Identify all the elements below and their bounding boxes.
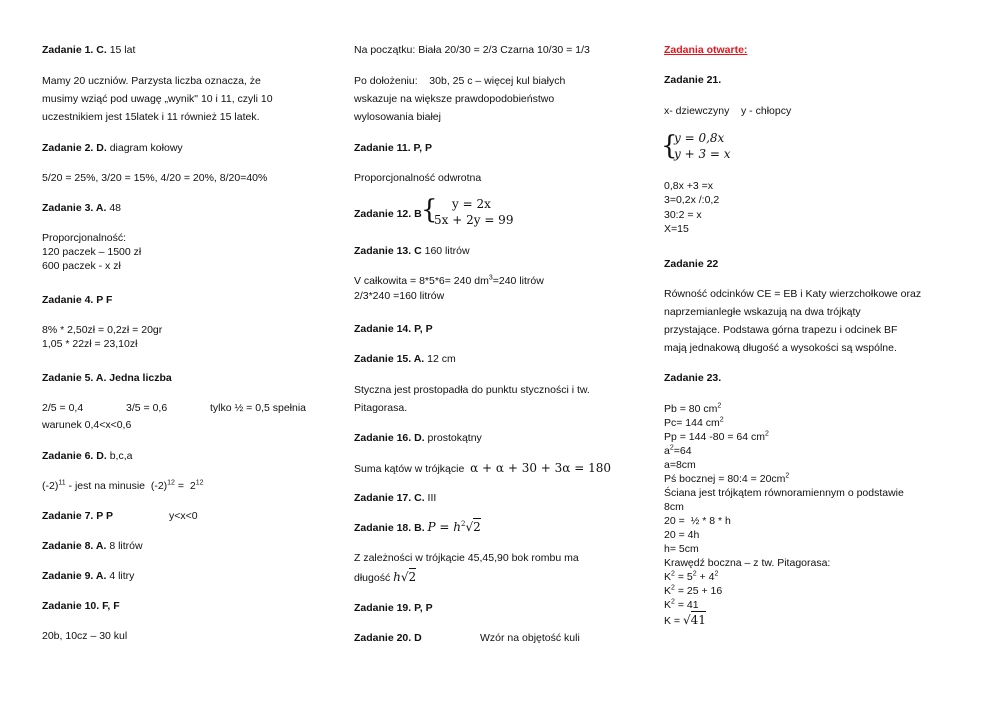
task-1-answer: 15 lat — [109, 44, 136, 56]
task-12-eq-1: y = 2x — [452, 197, 491, 211]
task-18-text: Z zależności w trójkącie 45,45,90 bok rombu ma — [354, 552, 579, 564]
task-18 — [354, 520, 481, 535]
task-23-line: a=8cm — [664, 459, 696, 471]
task-18-text: długość h√2 — [354, 570, 417, 584]
task-22-text: naprzemianległe wskazują na dwa trójkąty — [664, 306, 861, 318]
task-10-after-text: Po dołożeniu: 30b, 25 c – więcej kul białych — [354, 75, 566, 87]
task-5-text-c: tylko ½ = 0,5 spełnia — [210, 402, 307, 414]
task-17-answer: III — [427, 492, 437, 504]
task-1-text: uczestnikiem jest 15latek i 11 również 15 latek. — [42, 111, 260, 123]
task-23-line: K = √41 — [664, 613, 706, 627]
task-21-label: Zadanie 21. — [664, 74, 722, 86]
task-22-label: Zadanie 22 — [664, 258, 719, 270]
task-5-text: warunek 0,4<x<0,6 — [42, 419, 132, 431]
task-4-text: 1,05 * 22zł = 23,10zł — [42, 338, 138, 350]
task-1 — [42, 43, 135, 57]
task-6 — [42, 449, 132, 463]
task-1-label: Zadanie 1. C. — [42, 44, 107, 56]
task-13-text: V całkowita = 8*5*6= 240 $dm^3=240$ litrów — [354, 274, 544, 287]
task-23-line: 8cm — [664, 501, 684, 513]
task-8-answer: 8 litrów — [109, 540, 143, 552]
task-3-text: 120 paczek – 1500 zł — [42, 246, 142, 258]
task-23-line: $a^2=64$ — [664, 444, 692, 457]
task-23-line: Pp = 144 -80 = 64 $cm^2$ — [664, 430, 769, 443]
task-7-answer: y<x<0 — [169, 510, 198, 522]
task-13-answer: 160 litrów — [424, 245, 470, 257]
task-23-line: $K^2 = 5^2 + 4^2$ — [664, 570, 719, 583]
task-11-label: Zadanie 11. P, P — [354, 142, 433, 154]
task-6-answer: b,c,a — [109, 450, 133, 462]
task-1-text: Mamy 20 uczniów. Parzysta liczba oznacza, że — [42, 75, 261, 87]
task-8 — [42, 539, 143, 553]
task-22-text: przystające. Podstawa górna trapezu i odcinek BF — [664, 324, 898, 336]
task-16-label: Zadanie 16. D. — [354, 432, 425, 444]
task-23-line: Pb = 80 $cm^2$ — [664, 402, 722, 415]
task-3-text: Proporcjonalność: — [42, 232, 127, 244]
task-16-equation: α + α + 30 + 3α = 180 — [470, 461, 611, 475]
task-10-after-text: wskazuje na większe prawdopodobieństwo — [354, 93, 555, 105]
task-23-line: $K^2 = 41$ — [664, 598, 699, 611]
task-16-text: Suma kątów w trójkącie α + α + 30 + 3α = 180 — [354, 461, 611, 475]
task-23-line: 20 = ½ * 8 * h — [664, 515, 731, 527]
task-21-eq-1: y = 0,8x — [674, 131, 725, 145]
task-18-label: Zadanie 18. B. — [354, 522, 425, 534]
task-9-answer: 4 litry — [109, 570, 135, 582]
task-23-label: Zadanie 23. — [664, 372, 722, 384]
task-21-step: 30:2 = x — [664, 209, 702, 221]
task-13-text: 2/3*240 =160 litrów — [354, 290, 445, 302]
task-10-after-text: wylosowania białej — [354, 111, 441, 123]
task-23-line: Krawędź boczna – z tw. Pitagorasa: — [664, 557, 831, 569]
task-21-step: 3=0,2x /:0,2 — [664, 194, 720, 206]
task-10-start-text: Na początku: Biała 20/30 = 2/3 Czarna 10/30 = 1/3 — [354, 44, 590, 56]
task-15-text: Styczna jest prostopadła do punktu styczności i tw. — [354, 384, 590, 396]
task-5-label: Zadanie 5. A. Jedna liczba — [42, 372, 172, 384]
task-15-text: Pitagorasa. — [354, 402, 408, 414]
task-12-eq-2: 5x + 2y = 99 — [434, 213, 514, 227]
task-8-label: Zadanie 8. A. — [42, 540, 107, 552]
task-4-text: 8% * 2,50zł = 0,2zł = 20gr — [42, 324, 163, 336]
task-20-answer: Wzór na objętość kuli — [480, 632, 580, 644]
task-22-text: mają jednakową długość a wysokości są wspólne. — [664, 342, 897, 354]
task-21-eq-2: y + 3 = x — [674, 147, 731, 161]
task-9-label: Zadanie 9. A. — [42, 570, 107, 582]
task-9 — [42, 569, 134, 583]
task-1-text: musimy wziąć pod uwagę „wynik" 10 i 11, czyli 10 — [42, 93, 273, 105]
task-6-label: Zadanie 6. D. — [42, 450, 107, 462]
task-13 — [354, 244, 470, 258]
task-5-text-b: 3/5 = 0,6 — [126, 402, 168, 414]
task-12-label: Zadanie 12. B — [354, 208, 422, 220]
task-2 — [42, 141, 183, 155]
task-21-step: X=15 — [664, 223, 689, 235]
task-23-line: $K^2 = 25 + 16$ — [664, 584, 723, 597]
task-13-label: Zadanie 13. C — [354, 245, 422, 257]
task-10-label: Zadanie 10. F, F — [42, 600, 120, 612]
task-21-vars: x- dziewczyny y - chłopcy — [664, 105, 792, 117]
open-tasks-title: Zadania otwarte: — [664, 44, 748, 56]
task-15 — [354, 352, 456, 366]
task-22-text: Równość odcinków CE = EB i Katy wierzchołkowe oraz — [664, 288, 922, 300]
task-18-equation: $P = h^2√2$ — [427, 520, 481, 534]
task-21-step: 0,8x +3 =x — [664, 180, 714, 192]
task-15-answer: 12 cm — [427, 353, 456, 365]
task-7-label: Zadanie 7. P P — [42, 510, 114, 522]
task-14-label: Zadanie 14. P, P — [354, 323, 433, 335]
task-16-answer: prostokątny — [427, 432, 482, 444]
system-brace: { — [661, 131, 678, 161]
task-17-label: Zadanie 17. C. — [354, 492, 425, 504]
system-brace: { — [421, 195, 438, 225]
task-15-label: Zadanie 15. A. — [354, 353, 425, 365]
task-23-line: Ściana jest trójkątem równoramiennym o podstawie — [664, 487, 904, 499]
task-2-label: Zadanie 2. D. — [42, 142, 107, 154]
task-23-line: Pś bocznej = 80:4 = $20cm^2$ — [664, 472, 790, 485]
task-6-text: $(-2)^{11}$ - jest na minusie $(-2)^{12} = 2^{12}$ — [42, 479, 204, 492]
task-3-text: 600 paczek - x zł — [42, 260, 121, 272]
task-23-line: 20 = 4h — [664, 529, 700, 541]
task-5-text-a: 2/5 = 0,4 — [42, 402, 84, 414]
task-3-answer: 48 — [109, 202, 121, 214]
task-3-label: Zadanie 3. A. — [42, 202, 107, 214]
task-20-label: Zadanie 20. D — [354, 632, 422, 644]
task-23-line: h= 5cm — [664, 543, 699, 555]
task-17 — [354, 491, 436, 505]
task-4-label: Zadanie 4. P F — [42, 294, 113, 306]
task-3 — [42, 201, 121, 215]
task-23-line: Pc= 144 $cm^2$ — [664, 416, 724, 429]
task-2-text: 5/20 = 25%, 3/20 = 15%, 4/20 = 20%, 8/20=40% — [42, 172, 268, 184]
task-19-label: Zadanie 19. P, P — [354, 602, 433, 614]
task-2-answer: diagram kołowy — [109, 142, 183, 154]
task-11-text: Proporcjonalność odwrotna — [354, 172, 482, 184]
task-10-text: 20b, 10cz – 30 kul — [42, 630, 128, 642]
task-16 — [354, 431, 482, 445]
